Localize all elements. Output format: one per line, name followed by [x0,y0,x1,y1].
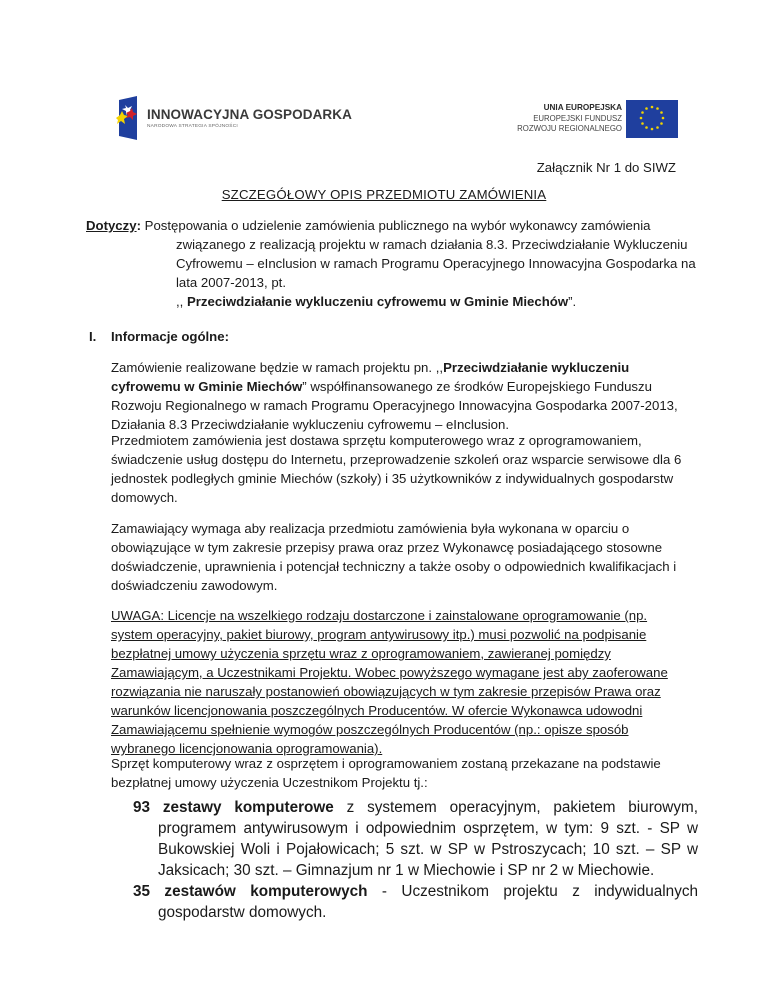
annex-label: Załącznik Nr 1 do SIWZ [536,160,676,175]
notice-line: system operacyjny, pakiet biurowy, program antywirusowy itp.) musi pozwolić na podpisanie [111,627,647,642]
paragraph-line: domowych. [111,490,178,505]
paragraph-line [111,358,696,377]
innowacyjna-gospodarka-emblem-icon [116,96,139,140]
paragraph-handover [111,754,696,792]
notice-line: UWAGA: Licencje na wszelkiego rodzaju dostarczone i zainstalowane oprogramowanie (np. [111,608,648,623]
equipment-list [133,797,698,923]
notice-line: warunków licencjonowania poszczególnych Producentów. W ofercie Wykonawca udowodni [111,703,643,718]
subject-text-line: związanego z realizacją projektu w ramach działania 8.3. Przeciwdziałanie Wykluczeniu [176,237,688,252]
paragraph-line: Przedmiotem zamówienia jest dostawa sprzętu komputerowego wraz z oprogramowaniem, [111,433,642,448]
eu-logo-text [517,103,622,134]
paragraph-line: Sprzęt komputerowy wraz z osprzętem i oprogramowaniem zostaną przekazane na podstawie [111,756,661,771]
subject-text-line: lata 2007-2013, pt. [176,275,286,290]
project-name-bold: cyfrowemu w Gminie Miechów [111,379,303,394]
quote-open: ,, [176,294,187,309]
innowacyjna-gospodarka-logo [116,96,356,140]
subject-text-line: Cyfrowemu – eInclusion w ramach Programu Operacyjnego Innowacyjna Gospodarka na [176,256,696,271]
paragraph-line: jednostek podległych gminie Miechów (szkoły) i 35 użytkowników z indywidualnych gospodarstw [111,471,674,486]
paragraph-scope [111,431,696,507]
subject-project-line [86,292,706,311]
item-quantity-bold: 93 zestawy komputerowe [133,799,334,816]
project-name-bold: Przeciwdziałanie wykluczeniu [443,360,630,375]
subject-label: Dotyczy [86,218,137,233]
paragraph-line: Rozwoju Regionalnego w ramach Programu Operacyjnego Innowacyjna Gospodarka 2007-2013, [111,398,678,413]
subject-first-line [86,216,706,235]
paragraph-line [111,377,696,396]
paragraph-line: świadczenie usług dostępu do Internetu, przeprowadzenie szkoleń oraz wsparcie serwisowe dla 6 [111,452,682,467]
eu-logo-line1: UNIA EUROPEJSKA [543,103,622,112]
list-item [133,797,698,881]
paragraph-requirements [111,519,696,595]
item-description: z systemem operacyjnym, pakietem biurowym, programem antywirusowym i odpowiednim osprzętem, w tym: 9 szt. - SP w Bukowskiej Woli i Pojałowicach; 5 szt. w SP w Pstroszycach; 10 szt. – SP w Jaksicach; 30 szt. – Gimnazjum nr 1 w Miechowie i SP nr 2 w Miechowie. [158,799,698,879]
eu-logo-line2: EUROPEJSKI FUNDUSZ [533,113,622,123]
eu-logo [508,100,678,140]
section-heading [89,327,229,346]
notice-line: wybranego licencjonowania oprogramowania). [111,741,383,756]
paragraph-line: bezpłatnej umowy użyczenia Uczestnikom Projektu tj.: [111,775,428,790]
notice-line: rozwiązania nie naruszały postanowień obowiązujących w tym zakresie przepisów Prawa oraz [111,684,661,699]
document-title: SZCZEGÓŁOWY OPIS PRZEDMIOTU ZAMÓWIENIA [221,187,547,202]
notice-line: Zamawiającemu spełnienie wymogów poszczególnych Producentów (np.: opisze sposób [111,722,629,737]
logo-subtitle: NARODOWA STRATEGIA SPÓJNOŚCI [147,124,238,129]
subject-block [86,216,706,311]
subject-text-line: Postępowania o udzielenie zamówienia publicznego na wybór wykonawcy zamówienia [140,218,651,233]
eu-logo-line3: ROZWOJU REGIONALNEGO [517,123,622,133]
quote-close: ”. [568,294,577,309]
logo-title: INNOWACYJNA GOSPODARKA [147,107,352,122]
notice-line: bezpłatnej umowy użyczenia sprzętu wraz z oprogramowaniem, zawieranej pomiędzy [111,646,611,661]
list-item [133,881,698,923]
paragraph-line: Zamawiający wymaga aby realizacja przedmiotu zamówienia była wykonana w oparciu o [111,521,630,536]
subject-colon: : [136,218,141,233]
paragraph-project-info [111,358,696,434]
paragraph-line: obowiązujące w tym zakresie przepisy prawa oraz przez Wykonawcę posiadającego stosowne [111,540,663,555]
eu-flag-icon [626,100,678,138]
text-fragment: ” współfinansowanego ze środków Europejskiego Funduszu [302,379,652,394]
paragraph-line: doświadczenie, uprawnienia i potencjał techniczny a także osoby o odpowiednich kwalifikacjach i [111,559,677,574]
item-quantity-bold: 35 zestawów komputerowych [133,883,368,900]
section-number: I. [89,329,97,344]
section-title: Informacje ogólne: [111,329,229,344]
paragraph-line: doświadczeniu zawodowym. [111,578,278,593]
item-description: - Uczestnikom projektu z indywidualnych gospodarstw domowych. [158,883,698,921]
license-notice [111,606,696,758]
text-fragment: Zamówienie realizowane będzie w ramach projektu pn. ,, [111,360,444,375]
notice-line: Zamawiającym, a Uczestnikami Projektu. Wobec powyższego wymagane jest aby zaoferowane [111,665,668,680]
project-name: Przeciwdziałanie wykluczeniu cyfrowemu w Gminie Miechów [187,294,569,309]
paragraph-line: Działania 8.3 Przeciwdziałanie wykluczeniu cyfrowemu – eInclusion. [111,417,510,432]
